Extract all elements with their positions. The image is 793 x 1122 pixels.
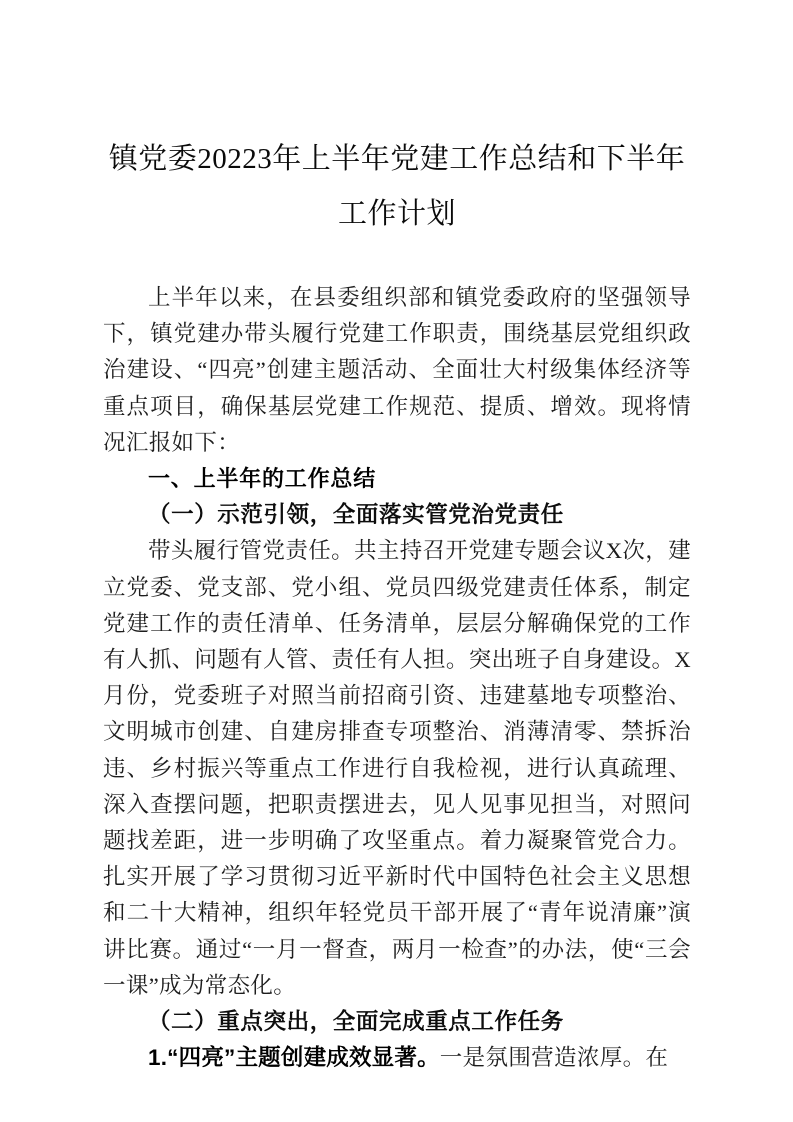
heading-subsection-one-one: （一）示范引领，全面落实管党治党责任	[148, 502, 564, 528]
paragraph-intro: 上半年以来，在县委组织部和镇党委政府的坚强领导下，镇党建办带头履行党建工作职责，围绕基层党组织政治建设、“四亮”创建主题活动、全面壮大村级集体经济等重点项目，确保基层党建工作规范、提质、增效。现将情况汇报如下：	[103, 285, 691, 455]
title-spacer	[103, 242, 691, 280]
heading-section-one: 一、上半年的工作总结	[148, 466, 377, 492]
paragraph-subsection-one-one-body: 带头履行管党责任。共主持召开党建专题会议X次，建立党委、党支部、党小组、党员四级党建责任体系，制定党建工作的责任清单、任务清单，层层分解确保党的工作有人抓、问题有人管、责任有人担。突出班子自身建设。X月份，党委班子对照当前招商引资、违建墓地专项整治、文明城市创建、自建房排查专项整治、消薄清零、禁拆治违、乡村振兴等重点工作进行自我检视，进行认真疏理、深入查摆问题，把职责摆进去，见人见事见担当，对照问题找差距，进一步明确了攻坚重点。着力凝聚管党合力。扎实开展了学习贯彻习近平新时代中国特色社会主义思想和二十大精神，组织年轻党员干部开展了“青年说清廉”演讲比赛。通过“一月一督查，两月一检查”的办法，使“三会一课”成为常态化。	[103, 538, 691, 998]
paragraph-subsection-one-two-body	[103, 1040, 691, 1076]
bold-lead-sentence: 1.“四亮”主题创建成效显著。	[148, 1045, 440, 1071]
page-title: 镇党委20223年上半年党建工作总结和下半年工作计划	[108, 143, 686, 230]
paragraph-tail-text: 一是氛围营造浓厚。在	[439, 1045, 669, 1071]
heading-subsection-one-two: （二）重点突出，全面完成重点工作任务	[148, 1009, 564, 1035]
document-body	[103, 0, 691, 1076]
